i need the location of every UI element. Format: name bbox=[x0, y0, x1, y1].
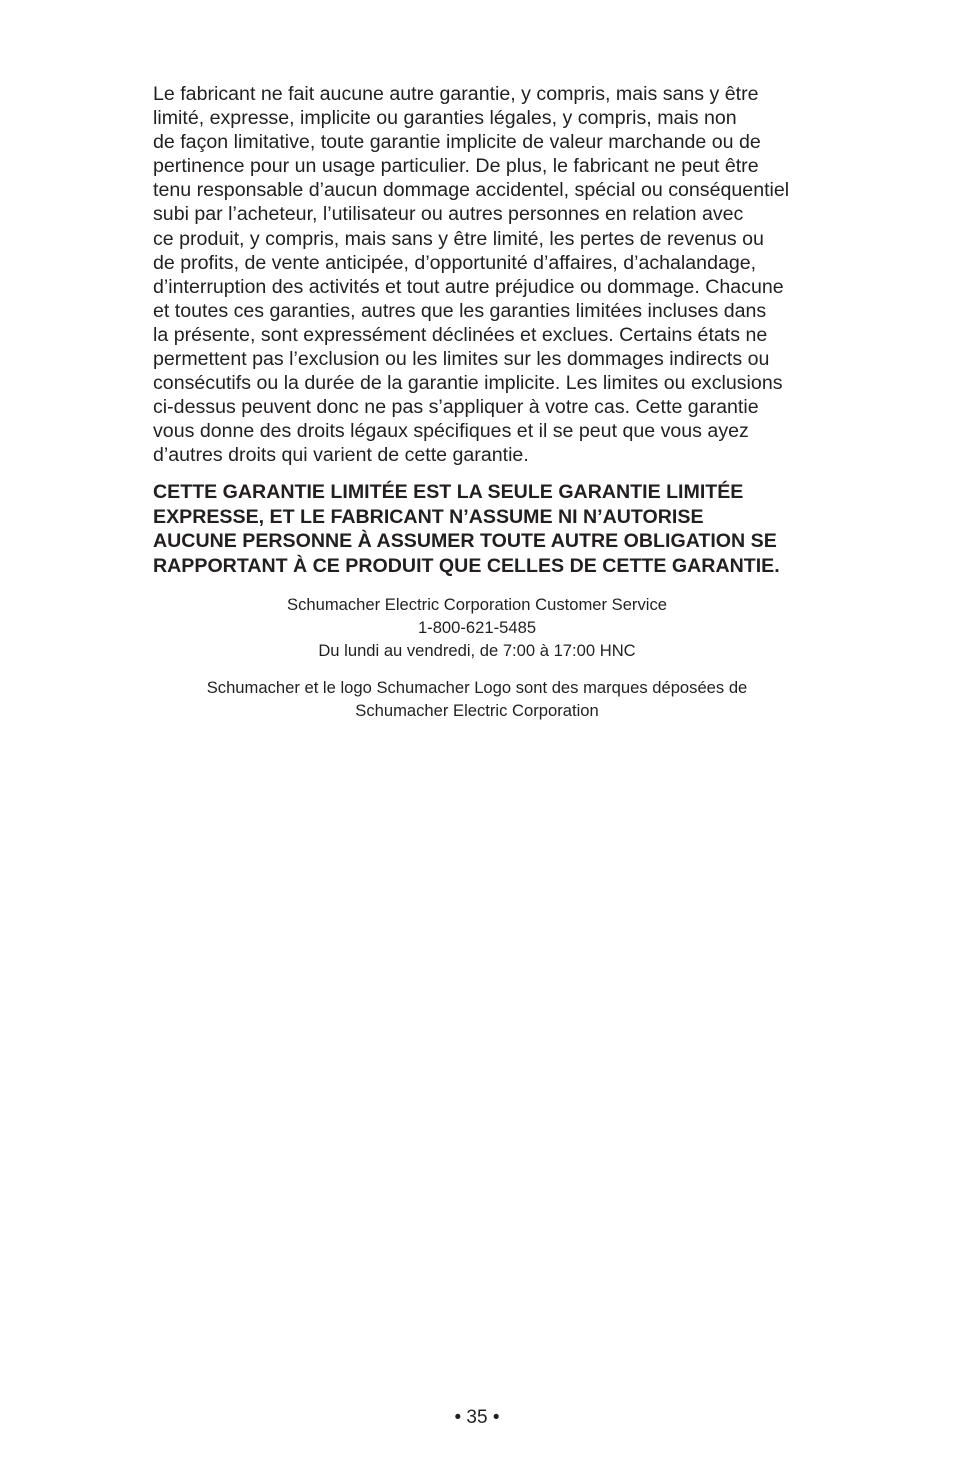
statement-line: AUCUNE PERSONNE À ASSUMER TOUTE AUTRE OBLIGATION SE bbox=[153, 530, 777, 552]
customer-service-phone: 1-800-621-5485 bbox=[417, 618, 537, 637]
paragraph-line: subi par l’acheteur, l’utilisateur ou autres personnes en relation avec bbox=[153, 203, 744, 226]
paragraph-line: de façon limitative, toute garantie implicite de valeur marchande ou de bbox=[153, 131, 761, 154]
page-number: • 35 • bbox=[454, 1407, 500, 1428]
customer-service-block bbox=[0, 593, 954, 662]
statement-line: EXPRESSE, ET LE FABRICANT N’ASSUME NI N’AUTORISE bbox=[153, 505, 704, 528]
customer-service-hours: Du lundi au vendredi, de 7:00 à 17:00 HNC bbox=[318, 641, 636, 660]
paragraph-line: consécutifs ou la durée de la garantie implicite. Les limites ou exclusions bbox=[153, 372, 783, 395]
trademark-line-1: Schumacher et le logo Schumacher Logo sont des marques déposées de bbox=[206, 678, 748, 697]
paragraph-line: vous donne des droits légaux spécifiques et il se peut que vous ayez bbox=[153, 420, 749, 443]
customer-service-name: Schumacher Electric Corporation Customer Service bbox=[287, 595, 667, 614]
paragraph-line: ce produit, y compris, mais sans y être limité, les pertes de revenus ou bbox=[153, 227, 764, 250]
trademark-line-2: Schumacher Electric Corporation bbox=[355, 701, 599, 720]
paragraph-line: et toutes ces garanties, autres que les garanties limitées incluses dans bbox=[153, 299, 767, 322]
paragraph-line: d’autres droits qui varient de cette garantie. bbox=[153, 444, 529, 467]
paragraph-line: permettent pas l’exclusion ou les limites sur les dommages indirects ou bbox=[153, 348, 770, 371]
paragraph-line: d’interruption des activités et tout autre préjudice ou dommage. Chacune bbox=[153, 275, 784, 298]
paragraph-line: la présente, sont expressément déclinées et exclues. Certains états ne bbox=[153, 323, 768, 346]
statement-line: CETTE GARANTIE LIMITÉE EST LA SEULE GARANTIE LIMITÉE bbox=[153, 481, 744, 503]
warranty-disclaimer-paragraph bbox=[153, 82, 873, 468]
paragraph-line: limité, expresse, implicite ou garanties légales, y compris, mais non bbox=[153, 107, 737, 130]
paragraph-line: pertinence pour un usage particulier. De plus, le fabricant ne peut être bbox=[153, 155, 759, 178]
trademark-notice bbox=[0, 676, 954, 722]
statement-line: RAPPORTANT À CE PRODUIT QUE CELLES DE CETTE GARANTIE. bbox=[153, 554, 780, 577]
limited-warranty-statement bbox=[153, 480, 873, 578]
paragraph-line: de profits, de vente anticipée, d’opportunité d’affaires, d’achalandage, bbox=[153, 251, 757, 274]
paragraph-line: Le fabricant ne fait aucune autre garantie, y compris, mais sans y être bbox=[153, 83, 759, 105]
paragraph-line: tenu responsable d’aucun dommage accidentel, spécial ou conséquentiel bbox=[153, 179, 790, 202]
paragraph-line: ci-dessus peuvent donc ne pas s’appliquer à votre cas. Cette garantie bbox=[153, 396, 759, 419]
